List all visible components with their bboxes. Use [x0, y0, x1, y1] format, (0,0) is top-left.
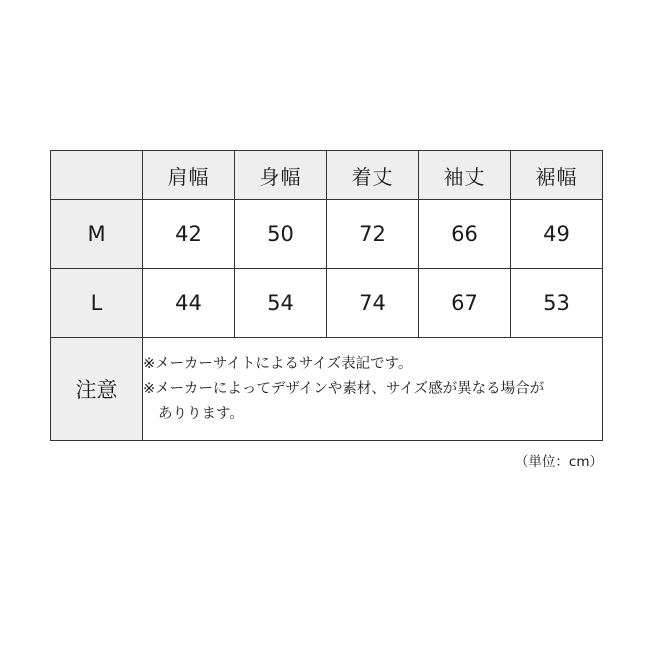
table-cell: 66: [419, 200, 511, 269]
table-cell: 54: [235, 269, 327, 338]
header-row: [51, 151, 603, 200]
column-header-hem-width: 裾幅: [511, 151, 603, 200]
notes-row: [51, 338, 603, 441]
column-header-shoulder-width: 肩幅: [143, 151, 235, 200]
notes-label: 注意: [51, 338, 143, 441]
size-label-m: M: [51, 200, 143, 269]
table-cell: 74: [327, 269, 419, 338]
table-cell: 42: [143, 200, 235, 269]
column-header-sleeve-length: 袖丈: [419, 151, 511, 200]
table-cell: 67: [419, 269, 511, 338]
note-line: ※メーカーサイトによるサイズ表記です。: [143, 355, 413, 372]
table-cell: 49: [511, 200, 603, 269]
corner-cell: [51, 151, 143, 200]
table-cell: 44: [143, 269, 235, 338]
column-header-length: 着丈: [327, 151, 419, 200]
table-row: [51, 269, 603, 338]
unit-note: （単位：cm）: [514, 454, 603, 470]
notes-cell: [143, 338, 603, 441]
size-label-l: L: [51, 269, 143, 338]
note-line-continued: ありります。: [158, 405, 244, 422]
table-cell: 72: [327, 200, 419, 269]
column-header-body-width: 身幅: [235, 151, 327, 200]
note-line: ※メーカーによってデザインや素材、サイズ感が異なる場合が: [143, 380, 545, 397]
size-chart-table: [50, 150, 603, 441]
table-cell: 50: [235, 200, 327, 269]
table-row: [51, 200, 603, 269]
table-cell: 53: [511, 269, 603, 338]
